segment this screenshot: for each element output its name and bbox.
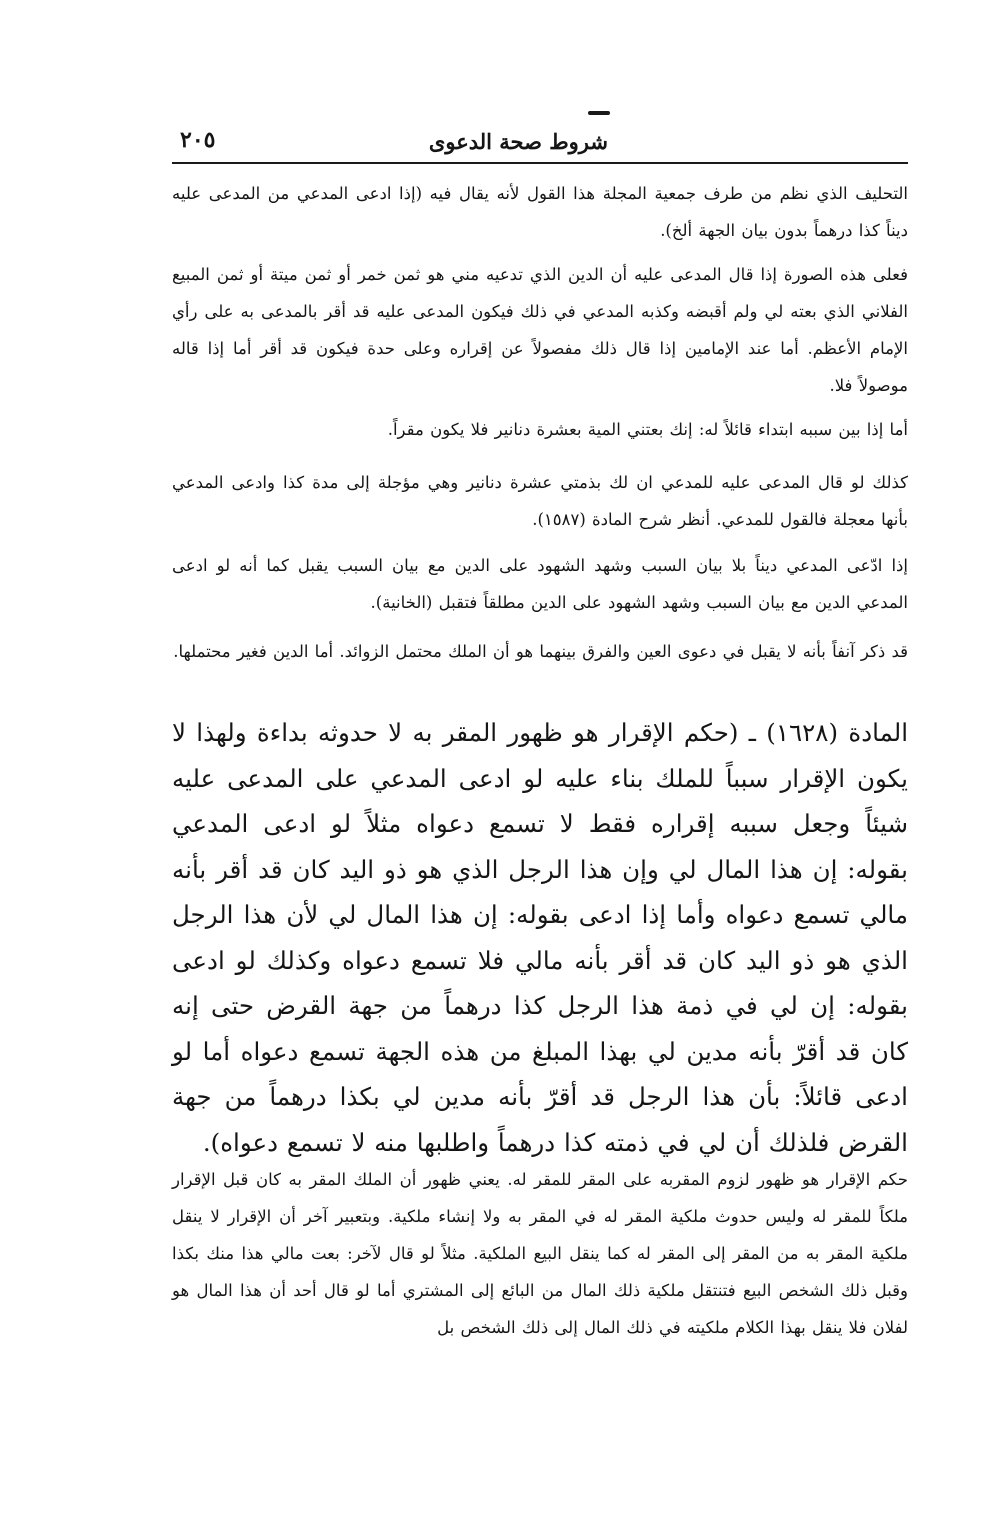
- article-1628-text: المادة (١٦٢٨) ـ (حكم الإقرار هو ظهور المقر به لا حدوثه بداءة ولهذا لا يكون الإقرار سبباً للملك بناء عليه لو ادعى المدعي على المدعى عليه شيئاً وجعل سببه إقراره فقط لا تسمع دعواه مثلاً لو ادعى المدعي بقوله: إن هذا المال لي وإن هذا الرجل الذي هو ذو اليد كان قد أقر بأنه مالي تسمع دعواه وأما إذا ادعى بقوله: إن هذا المال لي لأن هذا الرجل الذي هو ذو اليد كان قد أقر بأنه مالي فلا تسمع دعواه وكذلك لو ادعى بقوله: إن لي في ذمة هذا الرجل كذا درهماً من جهة القرض حتى إنه كان قد أقرّ بأنه مدين لي بهذا المبلغ من هذه الجهة تسمع دعواه أما لو ادعى قائلاً: بأن هذا الرجل قد أقرّ بأنه مدين لي بكذا درهماً من جهة القرض فلذلك أن لي في ذمته كذا درهماً واطلبها منه لا تسمع دعواه).: [172, 718, 908, 1157]
- running-header: [172, 126, 908, 160]
- paragraph-commentary-4: كذلك لو قال المدعى عليه للمدعي ان لك بذمتي عشرة دنانير وهي مؤجلة إلى مدة كذا وادعى المدعي بأنها معجلة فالقول للمدعي. أنظر شرح المادة (١٥٨٧).: [172, 473, 908, 529]
- paragraph-commentary-3: أما إذا بين سببه ابتداء قائلاً له: إنك بعتني المية بعشرة دنانير فلا يكون مقراً.: [387, 420, 908, 439]
- paragraph-commentary-1: التحليف الذي نظم من طرف جمعية المجلة هذا القول لأنه يقال فيه (إذا ادعى المدعي من المدعى عليه ديناً كذا درهماً بدون بيان الجهة ألخ).: [172, 184, 908, 240]
- paragraph-commentary-2: فعلى هذه الصورة إذا قال المدعى عليه أن الدين الذي تدعيه مني هو ثمن خمر أو ثمن ميتة أو ثمن المبيع الفلاني الذي بعته لي ولم أقبضه وكذبه المدعي في ذلك فيكون المدعى عليه قد أقر بالمدعى به على رأي الإمام الأعظم. أما عند الإمامين إذا قال ذلك مفصولاً عن إقراره وعلى حدة فيكون قد أقر أما إذا قاله موصولاً فلا.: [172, 265, 908, 395]
- top-ink-mark: [588, 111, 610, 115]
- header-rule: [172, 162, 908, 164]
- paragraph-commentary-7: حكم الإقرار هو ظهور لزوم المقربه على المقر للمقر له. يعني ظهور أن الملك المقر به كان قبل الإقرار ملكاً للمقر له وليس حدوث ملكية المقر له في المقر به ولا إنشاء ملكية. وبتعبير آخر أن الإقرار لا ينقل ملكية المقر به من المقر إلى المقر له كما ينقل البيع الملكية. مثلاً لو قال لآخر: بعت مالي هذا منك بكذا وقبل ذلك الشخص البيع فتنتقل ملكية ذلك المال من البائع إلى المشتري أما لو قال أحد أن هذا المال هو لفلان فلا ينقل بهذا الكلام ملكيته في ذلك المال إلى ذلك الشخص بل: [172, 1170, 908, 1337]
- paragraph-commentary-5: إذا ادّعى المدعي ديناً بلا بيان السبب وشهد الشهود على الدين مع بيان السبب يقبل كما أنه لو ادعى المدعي الدين مع بيان السبب وشهد الشهود على الدين مطلقاً فتقبل (الخانية).: [172, 556, 908, 612]
- running-title: شروط صحة الدعوى: [428, 129, 608, 154]
- page-number: ٢٠٥: [180, 127, 216, 153]
- paragraph-commentary-6: قد ذكر آنفاً بأنه لا يقبل في دعوى العين والفرق بينهما هو أن الملك محتمل الزوائد. أما الدين فغير محتملها.: [173, 642, 908, 661]
